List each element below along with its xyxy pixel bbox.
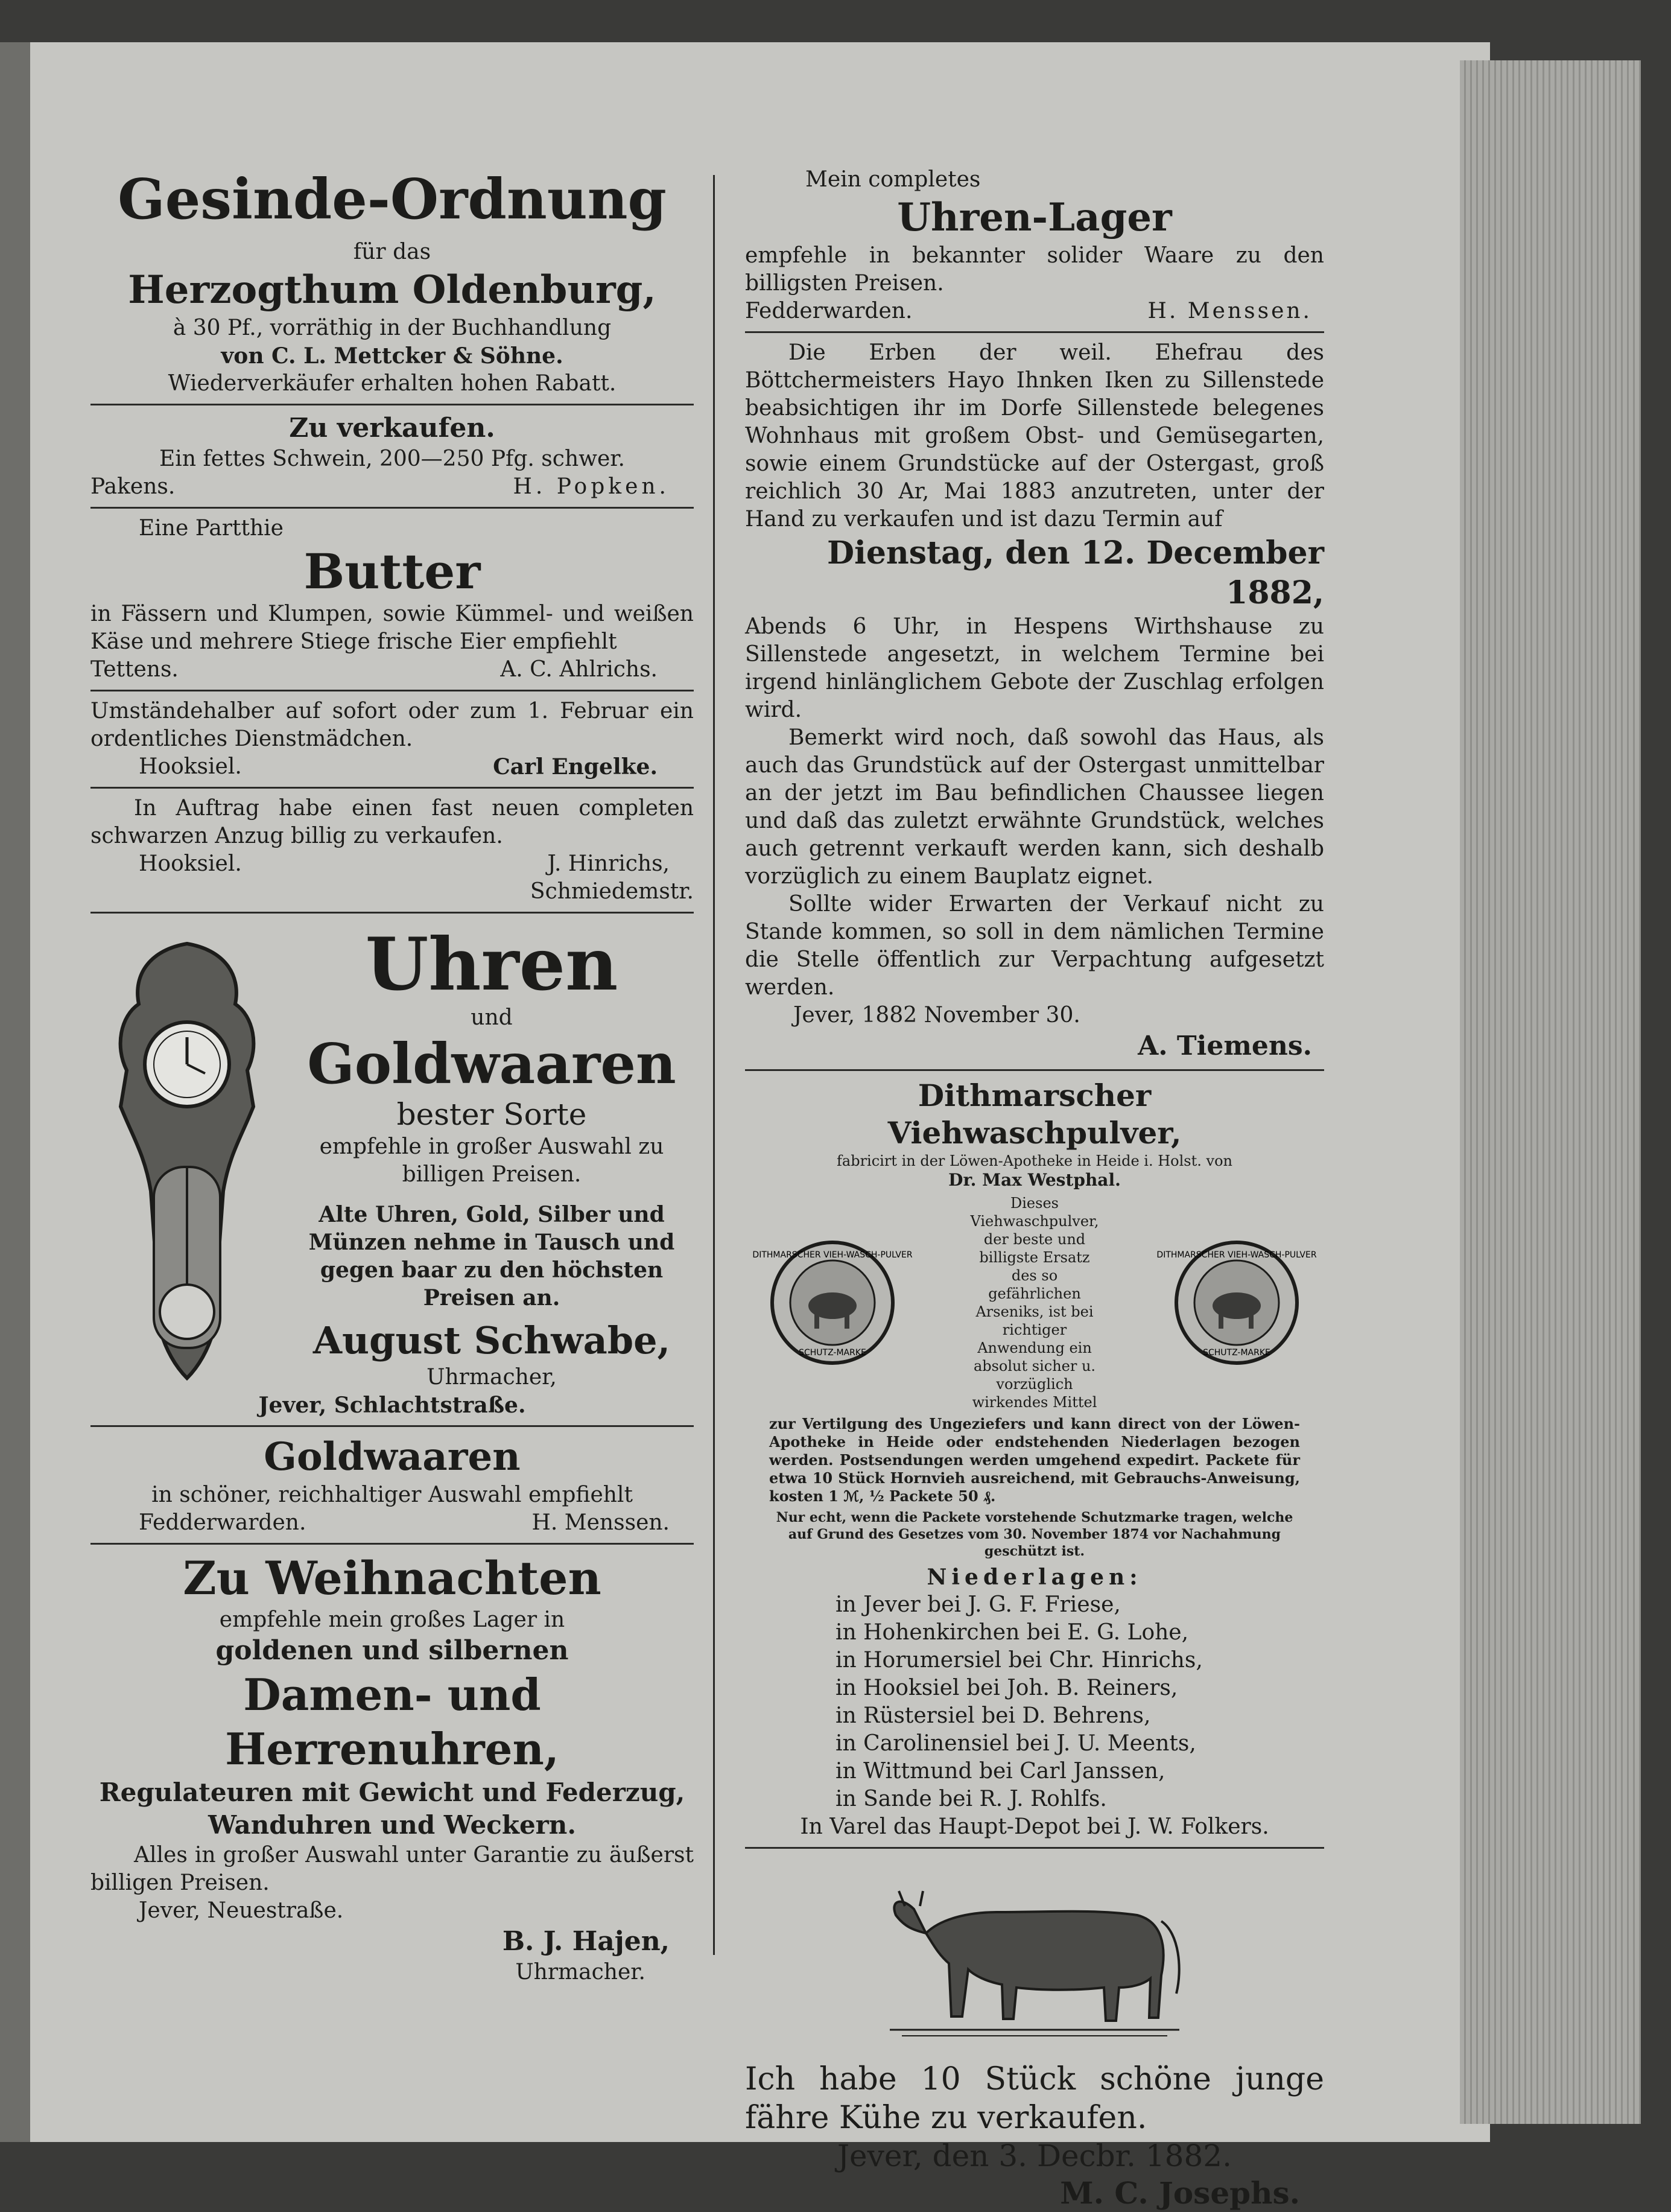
separator bbox=[90, 912, 694, 914]
ad-subtitle: bester Sorte bbox=[396, 1097, 587, 1132]
ad-role: Uhrmacher, bbox=[426, 1365, 557, 1390]
ad-place: Jever, Neuestraße. bbox=[139, 1898, 344, 1923]
ad-note: Nur echt, wenn die Packete vorstehende Schutzmarke tragen, welche auf Grund des Gesetzes vom 30. November 1874 vor Nachahmung geschützt ist. bbox=[776, 1510, 1293, 1559]
trademark-stamp-icon bbox=[752, 1239, 913, 1366]
ad-goldwaaren bbox=[90, 1433, 694, 1537]
ad-uhren-goldwaaren bbox=[90, 922, 694, 1419]
ad-text: in schöner, reichhaltiger Auswahl empfiehlt bbox=[151, 1483, 633, 1507]
ad-place: Fedderwarden. bbox=[745, 299, 913, 323]
ad-text: empfehle in bekannter solider Waare zu den billigsten Preisen. bbox=[745, 243, 1324, 296]
ad-line: für das bbox=[353, 240, 431, 264]
ad-title: Butter bbox=[303, 543, 481, 600]
ad-name: August Schwabe, bbox=[312, 1318, 671, 1362]
list-item: in Sande bei R. J. Rohlfs. bbox=[836, 1787, 1107, 1811]
ad-headline: Damen- und Herrenuhren, bbox=[225, 1669, 559, 1775]
ad-place: Tettens. bbox=[90, 657, 179, 682]
ad-anzug bbox=[90, 795, 694, 906]
list-item: in Jever bei J. G. F. Friese, bbox=[836, 1592, 1121, 1617]
ad-gesinde-ordnung bbox=[90, 166, 694, 398]
ad-signature-row bbox=[90, 473, 694, 501]
ad-date: Jever, den 3. Decbr. 1882. bbox=[837, 2138, 1232, 2173]
ad-role: Schmiedemstr. bbox=[530, 879, 694, 904]
niederlagen-list bbox=[769, 1591, 1300, 1813]
left-column bbox=[90, 130, 694, 1986]
ad-name: M. C. Josephs. bbox=[1060, 2175, 1300, 2211]
ad-text: Alles in großer Auswahl unter Garantie zu äußerst billigen Preisen. bbox=[90, 1843, 694, 1895]
ad-name: H. Popken. bbox=[513, 474, 670, 499]
ad-line: Wanduhren und Weckern. bbox=[208, 1810, 576, 1840]
ad-signature-row bbox=[90, 1509, 694, 1537]
ad-zu-verkaufen bbox=[90, 412, 694, 501]
ad-text: empfehle in großer Auswahl zu billigen Preisen. bbox=[319, 1134, 664, 1187]
separator bbox=[90, 507, 694, 509]
ad-signature-row bbox=[745, 297, 1324, 325]
cow-icon bbox=[878, 1855, 1191, 2054]
ad-erben-verkauf bbox=[745, 339, 1324, 1063]
ad-name: H. Menssen. bbox=[531, 1510, 670, 1535]
ad-title: Zu Weihnachten bbox=[183, 1551, 601, 1605]
stamp-text: SCHUTZ-MARKE bbox=[799, 1348, 866, 1358]
ad-text: Alte Uhren, Gold, Silber und Münzen nehme in Tausch und gegen baar zu den höchsten Preisen an. bbox=[308, 1202, 675, 1311]
ad-title: Goldwaaren bbox=[264, 1434, 521, 1479]
ad-name: A. C. Ahlrichs. bbox=[500, 657, 658, 682]
separator bbox=[745, 331, 1324, 333]
ad-signature-row bbox=[90, 753, 694, 781]
ad-text: zur Vertilgung des Ungeziefers und kann direct von der Löwen-Apotheke in Heide oder endstehenden Niederlagen bezogen werden. Postsendungen werden umgehend expedirt. Packete für etwa 10 Stück Hornvieh ausreichend, mit Gebrauchs-Anweisung, kosten 1 ℳ, ½ Packete 50 ₰. bbox=[769, 1415, 1300, 1505]
pendulum-clock-icon bbox=[97, 938, 277, 1384]
separator bbox=[745, 1847, 1324, 1849]
list-item: in Hohenkirchen bei E. G. Lohe, bbox=[836, 1620, 1189, 1645]
stamp-text: DITHMARSCHER VIEH-WASCH-PULVER bbox=[1156, 1250, 1317, 1260]
ad-line: Dr. Max Westphal. bbox=[948, 1170, 1121, 1190]
separator bbox=[90, 404, 694, 405]
ad-name: J. Hinrichs, bbox=[547, 851, 670, 876]
ad-text: Sollte wider Erwarten der Verkauf nicht zu Stande kommen, so soll in dem nämlichen Termine die Stelle öffentlich zur Verpachtung aufgesetzt werden. bbox=[745, 892, 1324, 1000]
column-divider bbox=[713, 175, 715, 1955]
ad-date: Dienstag, den 12. December 1882, bbox=[826, 535, 1324, 611]
ad-title: Zu verkaufen. bbox=[289, 413, 495, 443]
list-item: in Carolinensiel bei J. U. Meents, bbox=[836, 1731, 1196, 1756]
list-item: in Rüstersiel bei D. Behrens, bbox=[836, 1703, 1151, 1728]
ad-text: In Auftrag habe einen fast neuen completen schwarzen Anzug billig zu verkaufen. bbox=[90, 796, 694, 848]
book-binding bbox=[0, 42, 30, 2142]
ad-name: Carl Engelke. bbox=[493, 754, 658, 780]
ad-text: Bemerkt wird noch, daß sowohl das Haus, als auch das Grundstück auf der Ostergast unmittelbar an der jetzt im Bau befindlichen Chaussee liegen und daß das zuletzt erwähnte Grundstück, welches auch getrennt verkauft werden kann, sich deshalb vorzüglich zu einem Bauplatz eignet. bbox=[745, 725, 1324, 889]
ad-pretitle: Mein completes bbox=[805, 167, 981, 192]
ad-viehwaschpulver bbox=[745, 1077, 1324, 1841]
stamp-text: DITHMARSCHER VIEH-WASCH-PULVER bbox=[752, 1250, 913, 1260]
ad-text: Die Erben der weil. Ehefrau des Böttchermeisters Hayo Ihnken Iken zu Sillenstede beabsichtigen ihr im Dorfe Sillenstede belegenes Wohnhaus mit großem Obst- und Gemüsegarten, sowie einem Grundstücke auf der Ostergast, groß reichlich 30 Ar, Mai 1883 anzutreten, unter der Hand zu verkaufen und ist dazu Termin auf bbox=[745, 340, 1324, 532]
ad-line: goldenen und silbernen bbox=[215, 1635, 569, 1666]
ad-title: Goldwaaren bbox=[307, 1031, 676, 1096]
list-item: in Hooksiel bei Joh. B. Reiners, bbox=[836, 1676, 1178, 1700]
ad-text: Ich habe 10 Stück schöne junge fähre Kühe zu verkaufen. bbox=[745, 2061, 1324, 2136]
ad-text: in Fässern und Klumpen, sowie Kümmel- und weißen Käse und mehrere Stiege frische Eier empfiehlt bbox=[90, 602, 694, 654]
ad-line: Regulateuren mit Gewicht und Federzug, bbox=[99, 1778, 685, 1807]
ad-text: Umständehalber auf sofort oder zum 1. Februar ein ordentliches Dienstmädchen. bbox=[90, 699, 694, 751]
ad-text: Ein fettes Schwein, 200—250 Pfg. schwer. bbox=[159, 447, 625, 471]
ad-kuehe bbox=[745, 1855, 1324, 2212]
ad-text: Abends 6 Uhr, in Hespens Wirthshause zu Sillenstede angesetzt, in welchem Termine bei irgend hinlänglichem Gebote der Zuschlag erfolgen wird. bbox=[745, 614, 1324, 722]
ad-subtitle: Herzogthum Oldenburg, bbox=[128, 267, 656, 313]
ad-line: Wiederverkäufer erhalten hohen Rabatt. bbox=[168, 371, 617, 396]
ad-pretitle: Eine Partthie bbox=[139, 516, 284, 541]
separator bbox=[90, 1425, 694, 1427]
list-item: in Wittmund bei Carl Janssen, bbox=[836, 1759, 1165, 1784]
separator bbox=[90, 787, 694, 789]
page-edges bbox=[1460, 60, 1641, 2124]
ad-line: von C. L. Mettcker & Söhne. bbox=[221, 343, 563, 369]
stamp-text: SCHUTZ-MARKE bbox=[1203, 1348, 1270, 1358]
ad-line: à 30 Pf., vorräthig in der Buchhandlung bbox=[173, 316, 612, 340]
ad-title: Dithmarscher Viehwaschpulver, bbox=[887, 1078, 1182, 1151]
ad-title: Uhren-Lager bbox=[897, 195, 1172, 240]
ad-line: und bbox=[471, 1005, 513, 1030]
ad-butter bbox=[90, 515, 694, 684]
trademark-stamp-icon bbox=[1156, 1239, 1317, 1366]
ad-text: Dieses Viehwaschpulver, der beste und billigste Ersatz des so gefährlichen Arseniks, ist bei richtiger Anwendung ein absolut sicher u. vorzüglich wirkendes Mittel bbox=[970, 1195, 1099, 1411]
ad-uhren-lager bbox=[745, 166, 1324, 325]
ad-line: fabricirt in der Löwen-Apotheke in Heide i. Holst. von bbox=[837, 1152, 1232, 1169]
ad-heading: Niederlagen: bbox=[927, 1565, 1143, 1590]
ad-name: B. J. Hajen, bbox=[502, 1926, 670, 1957]
separator bbox=[745, 1069, 1324, 1071]
ad-place: Hooksiel. bbox=[139, 754, 242, 779]
ad-title: Uhren bbox=[365, 922, 618, 1007]
ad-name: A. Tiemens. bbox=[1138, 1031, 1312, 1061]
ad-place: Pakens. bbox=[90, 474, 176, 499]
right-column bbox=[745, 130, 1324, 2212]
ad-signature-row bbox=[90, 850, 694, 878]
ad-place: Jever, Schlachtstraße. bbox=[258, 1393, 526, 1418]
ad-place: Fedderwarden. bbox=[139, 1510, 306, 1535]
ad-title: Gesinde-Ordnung bbox=[118, 167, 667, 232]
ad-weihnachten bbox=[90, 1551, 694, 1986]
ad-place: Hooksiel. bbox=[139, 851, 242, 876]
separator bbox=[90, 690, 694, 691]
ad-line: empfehle mein großes Lager in bbox=[219, 1607, 565, 1632]
ad-signature-row bbox=[90, 656, 694, 684]
list-item: in Horumersiel bei Chr. Hinrichs, bbox=[836, 1648, 1203, 1673]
separator bbox=[90, 1543, 694, 1545]
ad-depot: In Varel das Haupt-Depot bei J. W. Folkers. bbox=[800, 1814, 1269, 1839]
ad-dienstmaedchen bbox=[90, 698, 694, 781]
ad-role: Uhrmacher. bbox=[515, 1960, 645, 1985]
ad-place: Jever, 1882 November 30. bbox=[793, 1003, 1080, 1028]
ad-name: H. Menssen. bbox=[1147, 299, 1312, 323]
stamp-row bbox=[752, 1194, 1317, 1411]
